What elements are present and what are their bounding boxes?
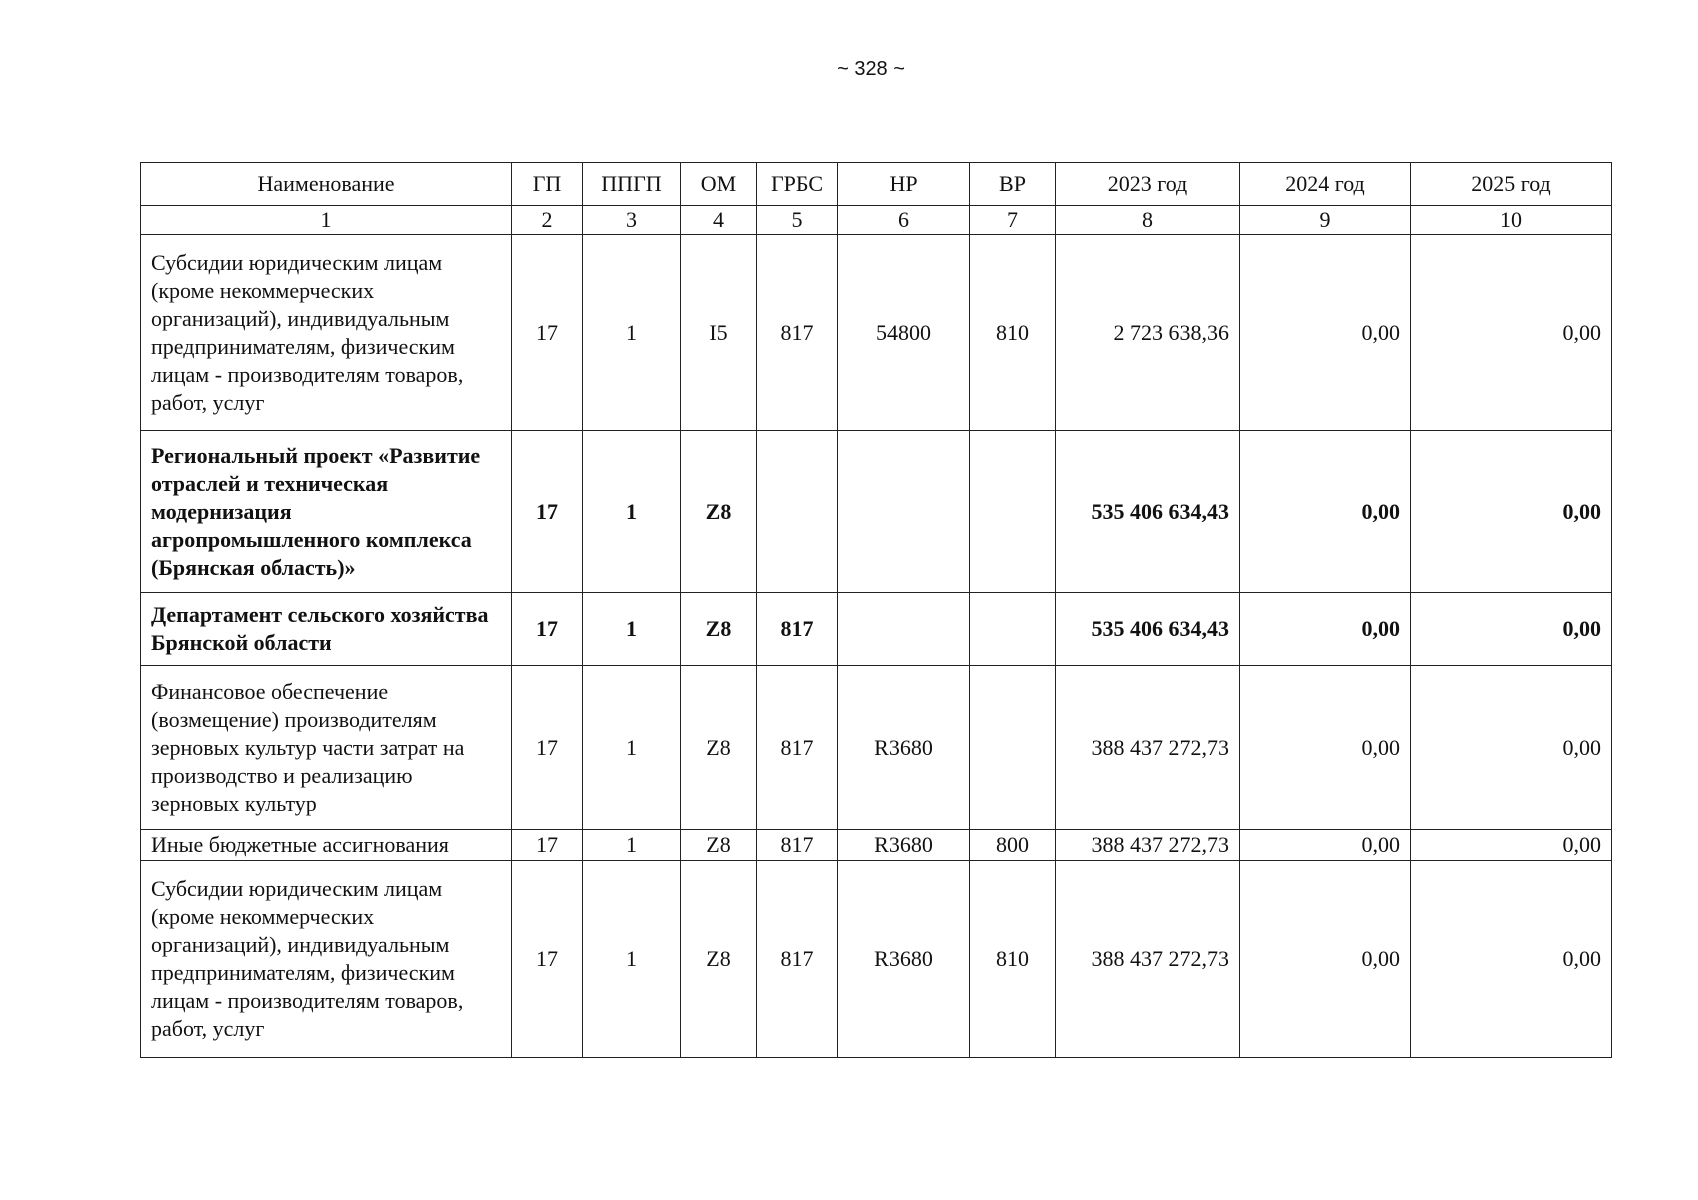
cell-gp: 17 bbox=[512, 861, 583, 1058]
cell-gp: 17 bbox=[512, 666, 583, 830]
table-row bbox=[141, 861, 1612, 1058]
cell-2025: 0,00 bbox=[1411, 235, 1612, 431]
cell-grbs: 817 bbox=[757, 666, 838, 830]
header-cell: 2023 год bbox=[1056, 163, 1240, 206]
header-cell: ГРБС bbox=[757, 163, 838, 206]
header-cell: ВР bbox=[970, 163, 1056, 206]
cell-ppgp: 1 bbox=[583, 431, 681, 593]
cell-gp: 17 bbox=[512, 235, 583, 431]
cell-2023: 388 437 272,73 bbox=[1056, 830, 1240, 861]
cell-vr: 800 bbox=[970, 830, 1056, 861]
cell-2023: 2 723 638,36 bbox=[1056, 235, 1240, 431]
cell-2025: 0,00 bbox=[1411, 593, 1612, 666]
header-cell: НР bbox=[838, 163, 970, 206]
cell-nr: R3680 bbox=[838, 666, 970, 830]
header-row bbox=[141, 163, 1612, 206]
cell-vr bbox=[970, 431, 1056, 593]
table-row bbox=[141, 235, 1612, 431]
cell-2025: 0,00 bbox=[1411, 666, 1612, 830]
header-cell: Наименование bbox=[141, 163, 512, 206]
cell-vr: 810 bbox=[970, 235, 1056, 431]
cell-grbs: 817 bbox=[757, 861, 838, 1058]
cell-om: Z8 bbox=[681, 861, 757, 1058]
budget-table bbox=[140, 162, 1612, 1058]
cell-nr: R3680 bbox=[838, 830, 970, 861]
table-row bbox=[141, 830, 1612, 861]
column-number: 8 bbox=[1056, 206, 1240, 235]
table-row bbox=[141, 431, 1612, 593]
column-number-row bbox=[141, 206, 1612, 235]
header-cell: 2024 год bbox=[1240, 163, 1411, 206]
header-cell: 2025 год bbox=[1411, 163, 1612, 206]
column-number: 1 bbox=[141, 206, 512, 235]
cell-gp: 17 bbox=[512, 593, 583, 666]
column-number: 7 bbox=[970, 206, 1056, 235]
column-number: 6 bbox=[838, 206, 970, 235]
cell-vr: 810 bbox=[970, 861, 1056, 1058]
cell-2024: 0,00 bbox=[1240, 666, 1411, 830]
cell-2023: 388 437 272,73 bbox=[1056, 861, 1240, 1058]
cell-2023: 535 406 634,43 bbox=[1056, 593, 1240, 666]
cell-grbs: 817 bbox=[757, 830, 838, 861]
cell-2025: 0,00 bbox=[1411, 830, 1612, 861]
cell-om: I5 bbox=[681, 235, 757, 431]
cell-ppgp: 1 bbox=[583, 593, 681, 666]
row-name: Иные бюджетные ассигнования bbox=[141, 830, 512, 861]
cell-vr bbox=[970, 593, 1056, 666]
cell-2023: 388 437 272,73 bbox=[1056, 666, 1240, 830]
cell-ppgp: 1 bbox=[583, 861, 681, 1058]
page-number: ~ 328 ~ bbox=[837, 58, 905, 80]
cell-2025: 0,00 bbox=[1411, 861, 1612, 1058]
cell-nr bbox=[838, 593, 970, 666]
cell-ppgp: 1 bbox=[583, 235, 681, 431]
cell-om: Z8 bbox=[681, 830, 757, 861]
cell-grbs: 817 bbox=[757, 593, 838, 666]
cell-2024: 0,00 bbox=[1240, 861, 1411, 1058]
cell-2023: 535 406 634,43 bbox=[1056, 431, 1240, 593]
cell-vr bbox=[970, 666, 1056, 830]
column-number: 10 bbox=[1411, 206, 1612, 235]
cell-gp: 17 bbox=[512, 431, 583, 593]
row-name: Региональный проект «Развитие отраслей и техническая модернизация агропромышленного комплекса (Брянская область)» bbox=[141, 431, 512, 593]
cell-om: Z8 bbox=[681, 431, 757, 593]
column-number: 4 bbox=[681, 206, 757, 235]
cell-om: Z8 bbox=[681, 666, 757, 830]
row-name: Субсидии юридическим лицам (кроме некоммерческих организаций), индивидуальным предпринимателям, физическим лицам - производителям товаров, работ, услуг bbox=[141, 861, 512, 1058]
column-number: 2 bbox=[512, 206, 583, 235]
cell-ppgp: 1 bbox=[583, 830, 681, 861]
header-cell: ГП bbox=[512, 163, 583, 206]
cell-nr: R3680 bbox=[838, 861, 970, 1058]
cell-om: Z8 bbox=[681, 593, 757, 666]
row-name: Субсидии юридическим лицам (кроме некоммерческих организаций), индивидуальным предпринимателям, физическим лицам - производителям товаров, работ, услуг bbox=[141, 235, 512, 431]
column-number: 9 bbox=[1240, 206, 1411, 235]
cell-2024: 0,00 bbox=[1240, 431, 1411, 593]
table-row bbox=[141, 593, 1612, 666]
cell-ppgp: 1 bbox=[583, 666, 681, 830]
column-number: 5 bbox=[757, 206, 838, 235]
cell-2024: 0,00 bbox=[1240, 235, 1411, 431]
cell-grbs: 817 bbox=[757, 235, 838, 431]
cell-2024: 0,00 bbox=[1240, 593, 1411, 666]
header-cell: ОМ bbox=[681, 163, 757, 206]
cell-nr: 54800 bbox=[838, 235, 970, 431]
cell-nr bbox=[838, 431, 970, 593]
cell-grbs bbox=[757, 431, 838, 593]
row-name: Департамент сельского хозяйства Брянской области bbox=[141, 593, 512, 666]
row-name: Финансовое обеспечение (возмещение) производителям зерновых культур части затрат на производство и реализацию зерновых культур bbox=[141, 666, 512, 830]
column-number: 3 bbox=[583, 206, 681, 235]
cell-2024: 0,00 bbox=[1240, 830, 1411, 861]
table-row bbox=[141, 666, 1612, 830]
cell-gp: 17 bbox=[512, 830, 583, 861]
header-cell: ППГП bbox=[583, 163, 681, 206]
cell-2025: 0,00 bbox=[1411, 431, 1612, 593]
